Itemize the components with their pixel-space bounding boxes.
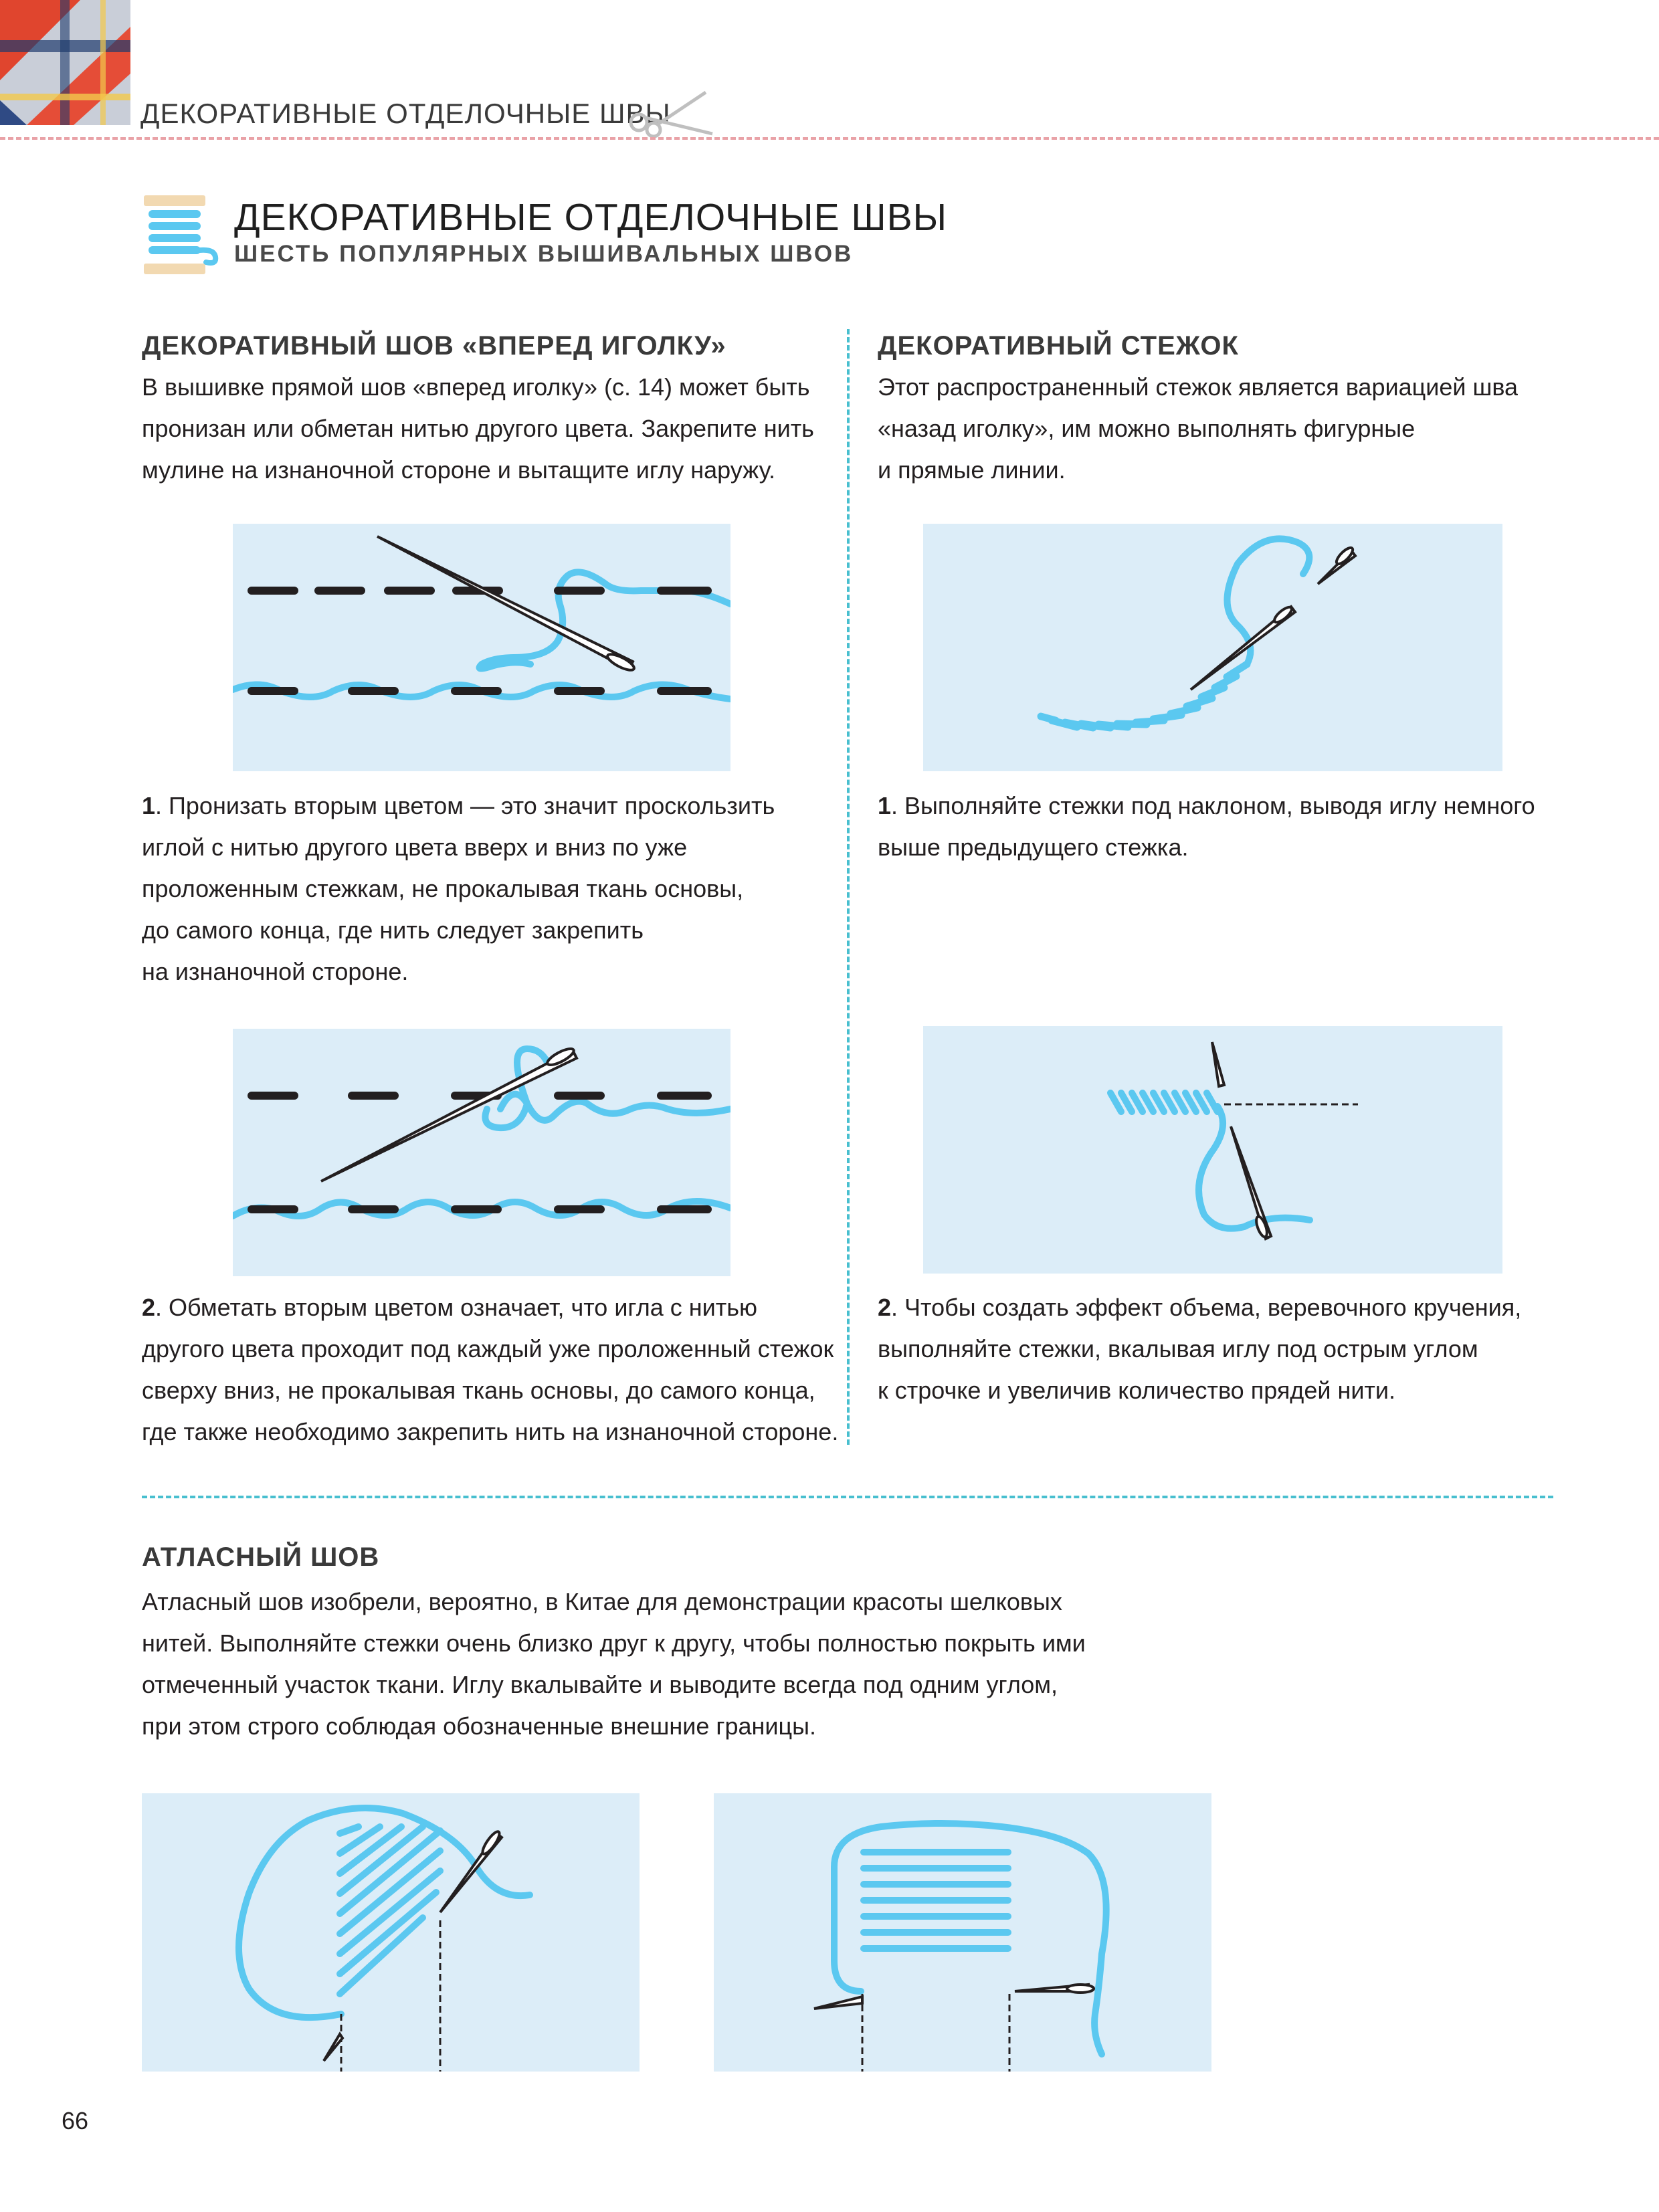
running-stitch-intro	[142, 367, 814, 491]
page-number: 66	[62, 2107, 89, 2134]
page-subtitle: ШЕСТЬ ПОПУЛЯРНЫХ ВЫШИВАЛЬНЫХ ШВОВ	[234, 241, 854, 267]
column-divider	[847, 329, 850, 1445]
figure-satin-rectangle	[714, 1793, 1211, 2072]
text-line: проложенным стежкам, не прокалывая ткань основы,	[142, 875, 744, 902]
decorative-stitch-step-1	[878, 785, 1535, 868]
decorative-stitch-step-2	[878, 1287, 1521, 1411]
text-line: до самого конца, где нить следует закрепить	[142, 916, 644, 944]
running-header: ДЕКОРАТИВНЫЕ ОТДЕЛОЧНЫЕ ШВЫ	[140, 98, 671, 129]
step-number: 2	[142, 1294, 156, 1321]
text-span: . Чтобы создать эффект объема, веревочного кручения,	[891, 1294, 1522, 1321]
step-number: 2	[878, 1294, 892, 1321]
text-span: . Выполняйте стежки под наклоном, выводя иглу немного	[891, 792, 1535, 819]
text-line	[142, 1287, 838, 1328]
satin-stitch-text	[142, 1581, 1086, 1747]
running-stitch-step-2	[142, 1287, 838, 1453]
text-line: «назад иголку», им можно выполнять фигурные	[878, 415, 1416, 442]
figure-satin-triangle	[142, 1793, 640, 2072]
text-line: пронизан или обметан нитью другого цвета. Закрепите нить	[142, 415, 814, 442]
section-divider	[142, 1496, 1553, 1498]
text-line: выполняйте стежки, вкалывая иглу под острым углом	[878, 1335, 1478, 1363]
figure-whipped-running-stitch	[233, 1029, 730, 1276]
text-line	[142, 785, 775, 827]
section-heading-decorative-stitch: ДЕКОРАТИВНЫЙ СТЕЖОК	[878, 331, 1239, 361]
text-line	[878, 785, 1535, 827]
text-line: и прямые линии.	[878, 456, 1066, 484]
text-line	[878, 1287, 1521, 1328]
decorative-stitch-intro	[878, 367, 1518, 491]
section-heading-satin-stitch: АТЛАСНЫЙ ШОВ	[142, 1542, 380, 1572]
text-line: нитей. Выполняйте стежки очень близко друг к другу, чтобы полностью покрыть ими	[142, 1629, 1086, 1657]
text-line: при этом строго соблюдая обозначенные внешние границы.	[142, 1712, 817, 1740]
text-line: на изнаночной стороне.	[142, 958, 409, 985]
text-line: Атласный шов изобрели, вероятно, в Китае для демонстрации красоты шелковых	[142, 1588, 1062, 1615]
text-span: . Пронизать вторым цветом — это значит проскользить	[155, 792, 775, 819]
step-number: 1	[142, 792, 156, 819]
figure-rope-stitch	[923, 1026, 1502, 1274]
text-line: мулине на изнаночной стороне и вытащите иглу наружу.	[142, 456, 776, 484]
text-line: сверху вниз, не прокалывая ткань основы, до самого конца,	[142, 1377, 815, 1404]
text-line: другого цвета проходит под каждый уже проложенный стежок	[142, 1335, 834, 1363]
page-title: ДЕКОРАТИВНЫЕ ОТДЕЛОЧНЫЕ ШВЫ	[234, 196, 948, 239]
text-line: к строчке и увеличив количество прядей нити.	[878, 1377, 1396, 1404]
plaid-fabric-corner	[0, 0, 130, 125]
section-heading-running-stitch: ДЕКОРАТИВНЫЙ ШОВ «ВПЕРЕД ИГОЛКУ»	[142, 331, 726, 361]
running-stitch-step-1	[142, 785, 775, 993]
figure-laced-running-stitch	[233, 524, 730, 771]
figure-stem-stitch	[923, 524, 1502, 771]
text-line: Этот распространенный стежок является вариацией шва	[878, 373, 1519, 401]
text-line: В вышивке прямой шов «вперед иголку» (с. 14) может быть	[142, 373, 810, 401]
scissors-icon	[625, 86, 719, 139]
text-span: . Обметать вторым цветом означает, что игла с нитью	[155, 1294, 758, 1321]
text-line: где также необходимо закрепить нить на изнаночной стороне.	[142, 1418, 839, 1445]
text-line: иглой с нитью другого цвета вверх и вниз по уже	[142, 833, 688, 861]
step-number: 1	[878, 792, 892, 819]
text-line: выше предыдущего стежка.	[878, 833, 1189, 861]
text-line: отмеченный участок ткани. Иглу вкалывайте и выводите всегда под одним углом,	[142, 1671, 1058, 1698]
thread-spool-icon	[140, 195, 221, 276]
header-divider	[0, 137, 1659, 140]
